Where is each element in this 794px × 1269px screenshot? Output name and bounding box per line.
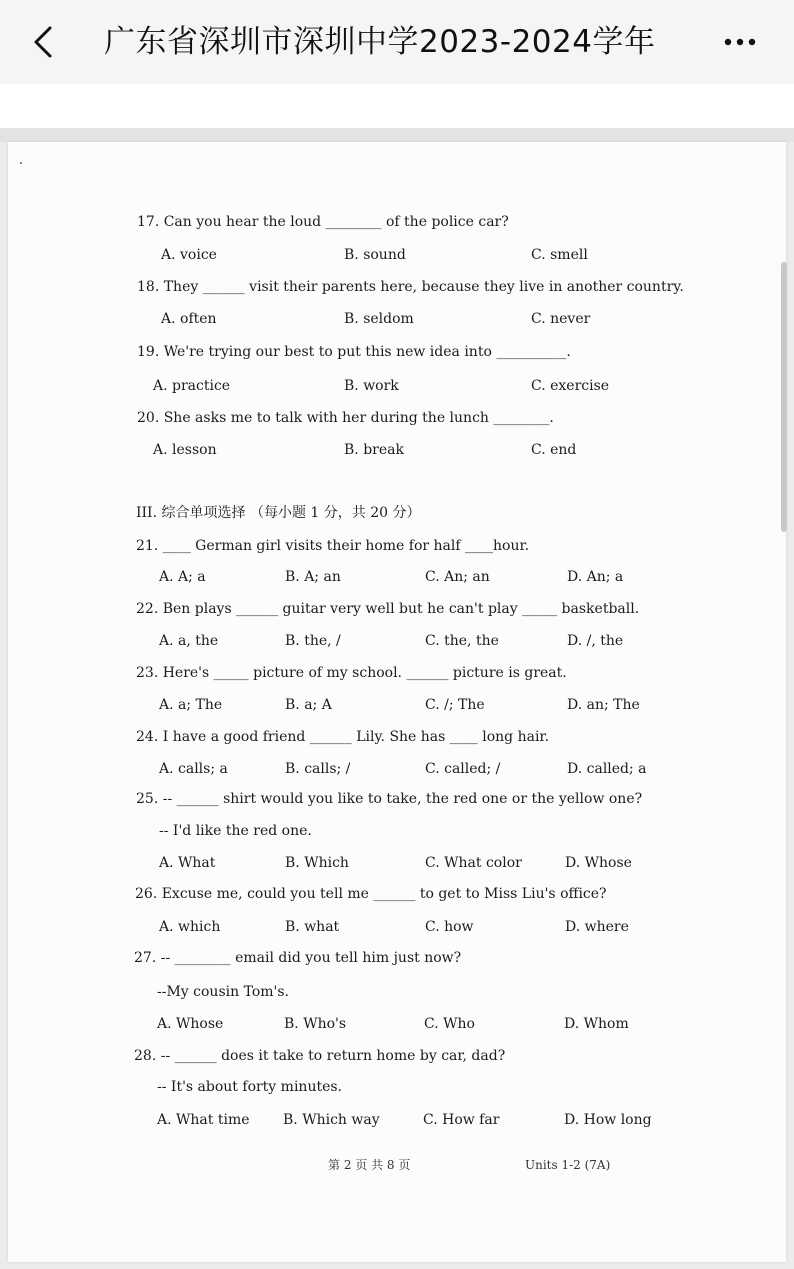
section-heading: III. 综合单项选择 （每小题 1 分，共 20 分） bbox=[136, 505, 421, 521]
option-21a: A. A; a bbox=[159, 569, 206, 585]
question-26: 26. Excuse me, could you tell me ______ to get to Miss Liu's office? bbox=[135, 886, 607, 902]
option-23c: C. /; The bbox=[425, 697, 485, 713]
option-22d: D. /, the bbox=[567, 633, 624, 649]
option-28d: D. How long bbox=[564, 1112, 652, 1128]
option-23b: B. a; A bbox=[285, 697, 332, 713]
option-23d: D. an; The bbox=[567, 697, 640, 713]
question-28-reply: -- It's about forty minutes. bbox=[157, 1079, 343, 1095]
option-21c: C. An; an bbox=[425, 569, 490, 585]
question-20: 20. She asks me to talk with her during the lunch ________. bbox=[137, 410, 554, 426]
option-21d: D. An; a bbox=[567, 569, 624, 585]
option-19b: B. work bbox=[344, 378, 399, 394]
option-28c: C. How far bbox=[423, 1112, 500, 1128]
option-22a: A. a, the bbox=[159, 633, 219, 649]
option-26a: A. which bbox=[159, 919, 221, 935]
page-title: 广东省深圳市深圳中学2023-2024学年 bbox=[104, 24, 656, 60]
question-22: 22. Ben plays ______ guitar very well but he can't play _____ basketball. bbox=[136, 601, 640, 617]
question-19: 19. We're trying our best to put this new idea into __________. bbox=[137, 344, 571, 360]
option-22b: B. the, / bbox=[285, 633, 341, 649]
option-24c: C. called; / bbox=[425, 761, 501, 777]
chevron-left-icon bbox=[26, 22, 66, 62]
app-header bbox=[0, 0, 794, 84]
question-21: 21. ____ German girl visits their home for half ____hour. bbox=[136, 538, 530, 554]
option-24a: A. calls; a bbox=[159, 761, 228, 777]
option-24d: D. called; a bbox=[567, 761, 647, 777]
option-25c: C. What color bbox=[425, 855, 522, 871]
scrollbar-thumb[interactable] bbox=[781, 262, 787, 532]
page-gap bbox=[0, 128, 794, 142]
option-20a: A. lesson bbox=[153, 442, 217, 458]
more-horizontal-icon bbox=[720, 28, 764, 56]
more-button[interactable] bbox=[720, 28, 764, 56]
unit-label: Units 1-2 (7A) bbox=[525, 1158, 611, 1172]
option-17c: C. smell bbox=[531, 247, 588, 263]
question-18: 18. They ______ visit their parents here, because they live in another country. bbox=[137, 279, 684, 295]
option-19a: A. practice bbox=[153, 378, 231, 394]
question-28: 28. -- ______ does it take to return home by car, dad? bbox=[134, 1048, 506, 1064]
back-button[interactable] bbox=[26, 22, 66, 62]
option-26c: C. how bbox=[425, 919, 474, 935]
option-20b: B. break bbox=[344, 442, 404, 458]
page-number: 第 2 页 共 8 页 bbox=[328, 1158, 411, 1172]
question-23: 23. Here's _____ picture of my school. ______ picture is great. bbox=[136, 665, 567, 681]
option-25b: B. Which bbox=[285, 855, 349, 871]
option-17a: A. voice bbox=[161, 247, 217, 263]
option-19c: C. exercise bbox=[531, 378, 610, 394]
option-22c: C. the, the bbox=[425, 633, 499, 649]
option-26d: D. where bbox=[565, 919, 629, 935]
option-27d: D. Whom bbox=[564, 1016, 629, 1032]
option-25d: D. Whose bbox=[565, 855, 632, 871]
option-26b: B. what bbox=[285, 919, 340, 935]
option-24b: B. calls; / bbox=[285, 761, 351, 777]
option-21b: B. A; an bbox=[285, 569, 341, 585]
question-27-reply: --My cousin Tom's. bbox=[157, 984, 290, 1000]
option-18a: A. often bbox=[161, 311, 217, 327]
option-20c: C. end bbox=[531, 442, 577, 458]
option-28b: B. Which way bbox=[283, 1112, 380, 1128]
option-23a: A. a; The bbox=[159, 697, 223, 713]
option-25a: A. What bbox=[159, 855, 216, 871]
option-18c: C. never bbox=[531, 311, 591, 327]
option-27b: B. Who's bbox=[284, 1016, 347, 1032]
question-25: 25. -- ______ shirt would you like to take, the red one or the yellow one? bbox=[136, 791, 643, 807]
option-27a: A. Whose bbox=[157, 1016, 224, 1032]
option-18b: B. seldom bbox=[344, 311, 414, 327]
option-28a: A. What time bbox=[157, 1112, 250, 1128]
question-27: 27. -- ________ email did you tell him just now? bbox=[134, 950, 462, 966]
scan-speck bbox=[20, 162, 22, 164]
question-25-reply: -- I'd like the red one. bbox=[159, 823, 312, 839]
question-24: 24. I have a good friend ______ Lily. She has ____ long hair. bbox=[136, 729, 550, 745]
header-spacer bbox=[0, 84, 794, 128]
question-17: 17. Can you hear the loud ________ of the police car? bbox=[137, 214, 509, 230]
option-27c: C. Who bbox=[424, 1016, 475, 1032]
option-17b: B. sound bbox=[344, 247, 406, 263]
